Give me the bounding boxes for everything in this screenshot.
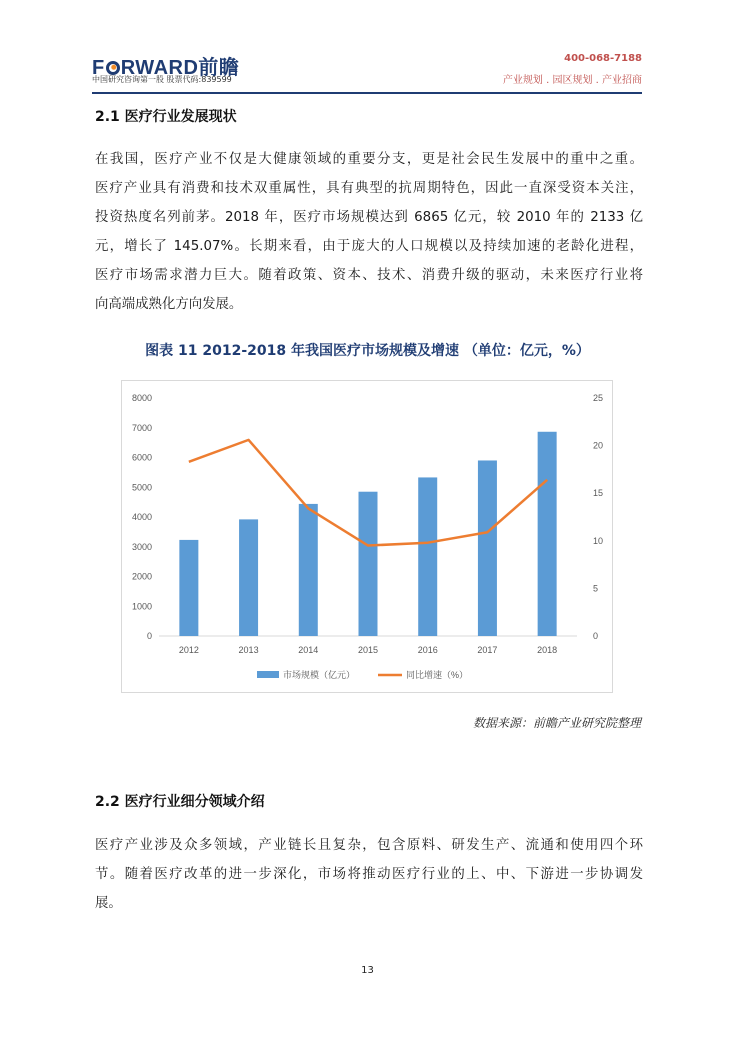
y-left-tick-label: 8000 [131,393,152,403]
bar-market-size [359,492,378,636]
logo-text-rest: RWARD [120,57,199,79]
x-tick-label: 2017 [477,645,498,655]
logo-text-f: F [92,57,105,79]
x-tick-label: 2012 [178,645,199,655]
paragraph-line: 节。随着医疗改革的进一步深化，市场将推动医疗行业的上、中、下游进一步协调发 [95,867,643,882]
y-right-tick-label: 5 [593,583,599,594]
y-left-tick-label: 6000 [131,452,152,463]
bar-market-size [179,540,198,636]
paragraph-line: 医疗市场需求潜力巨大。随着政策、资本、技术、消费升级的驱动，未来医疗行业将 [95,268,643,283]
page-number: 13 [361,965,374,976]
header-divider [92,92,642,94]
bar-market-size [538,432,557,636]
legend-label-line: 同比增速（%） [406,670,469,680]
y-right-tick-label: 20 [593,440,604,451]
combo-chart [122,381,614,694]
y-right-tick-label: 25 [593,393,604,403]
y-left-tick-label: 1000 [131,601,152,612]
x-tick-label: 2016 [417,645,438,655]
paragraph-line: 医疗产业涉及众多领域，产业链长且复杂，包含原料、研发生产、流通和使用四个环 [95,838,643,853]
y-left-tick-label: 2000 [131,571,152,582]
paragraph-line: 向高端成熟化方向发展。 [95,297,243,312]
paragraph-line: 投资热度名列前茅。2018 年，医疗市场规模达到 6865 亿元，较 2010 年的 2133 亿 [95,210,643,225]
paragraph-line: 元，增长了 145.07%。长期来看，由于庞大的人口规模以及持续加速的老龄化进程， [95,239,643,254]
y-right-tick-label: 0 [593,631,599,641]
y-left-tick-label: 7000 [131,422,152,433]
page-header [92,48,642,92]
paragraph-line: 展。 [95,896,122,911]
bar-market-size [299,504,318,636]
paragraph-line: 在我国，医疗产业不仅是大健康领域的重要分支，更是社会民生发展中的重中之重。 [95,152,643,167]
bar-market-size [418,477,437,636]
y-left-tick-label: 0 [146,631,152,641]
x-tick-label: 2014 [298,645,319,655]
x-tick-label: 2015 [357,645,379,655]
chart-container [121,380,613,693]
header-tagline: 中国研究咨询第一股 股票代码:839599 [92,75,232,84]
legend-label-bar: 市场规模（亿元） [283,670,356,680]
section-heading-status: 2.1 医疗行业发展现状 [95,109,237,125]
section-paragraph-status [95,145,643,319]
section-heading-segments: 2.2 医疗行业细分领域介绍 [95,794,265,810]
bar-market-size [239,519,258,636]
y-left-tick-label: 4000 [131,512,152,522]
section-paragraph-segments [95,831,643,918]
figure-caption: 图表 11 2012-2018 年我国医疗市场规模及增速 （单位：亿元，%） [145,343,590,359]
logo-o-icon [106,61,120,75]
y-left-tick-label: 5000 [131,482,152,493]
y-right-tick-label: 10 [593,535,604,546]
x-tick-label: 2018 [537,645,558,655]
figure-source: 数据来源：前瞻产业研究院整理 [472,716,641,730]
y-left-tick-label: 3000 [131,541,152,552]
header-phone: 400-068-7188 [564,53,642,64]
x-tick-label: 2013 [238,645,259,655]
logo-text-cn: 前瞻 [198,57,240,79]
y-right-tick-label: 15 [593,488,604,499]
legend-swatch-bar [257,671,279,678]
paragraph-line: 医疗产业具有消费和技术双重属性，具有典型的抗周期特色，因此一直深受资本关注， [95,181,643,196]
bar-market-size [478,460,497,636]
header-services: 产业规划 . 园区规划 . 产业招商 [502,75,642,86]
